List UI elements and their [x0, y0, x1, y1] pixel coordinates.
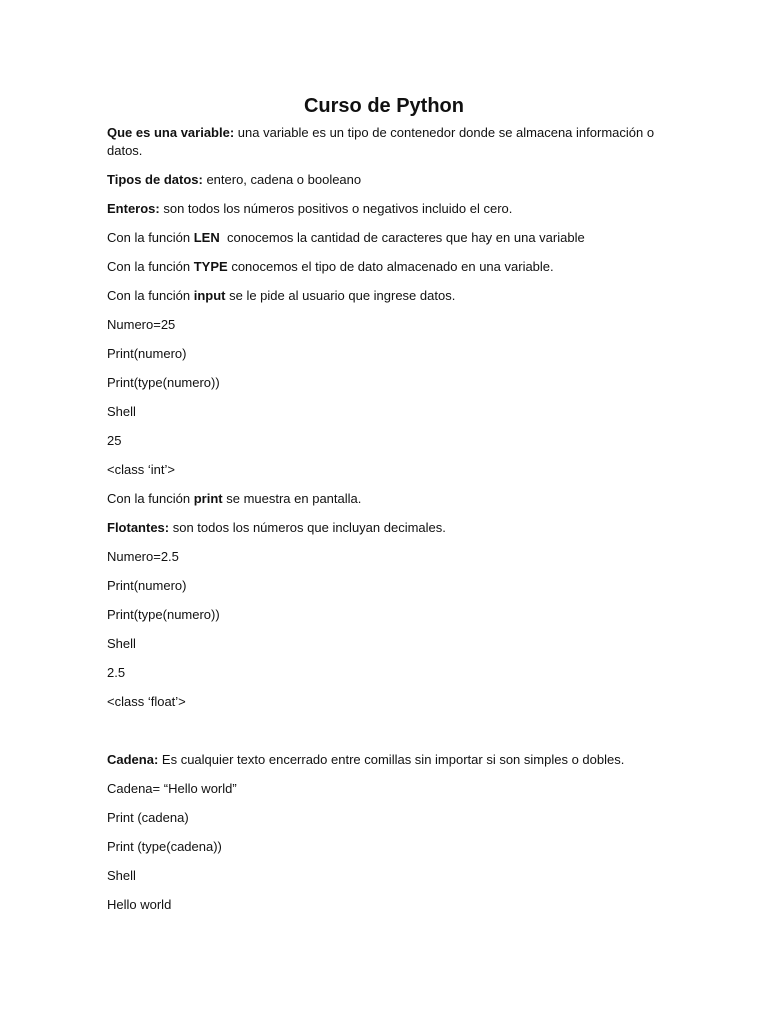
- paragraph-bold-term: Que es una variable:: [107, 125, 235, 140]
- paragraph-text: Numero=25: [107, 317, 176, 332]
- paragraph-text: Print (type(cadena)): [107, 839, 222, 854]
- paragraph: [107, 229, 661, 247]
- paragraph: [107, 490, 661, 508]
- paragraph: [107, 287, 661, 305]
- paragraph: [107, 867, 661, 885]
- paragraph-bold-term: print: [193, 491, 223, 506]
- paragraph-text: son todos los números que incluyan decimales.: [169, 520, 446, 535]
- paragraph-text: Shell: [107, 404, 136, 419]
- paragraph-text: son todos los números positivos o negativos incluido el cero.: [159, 201, 513, 216]
- paragraph: [107, 461, 661, 479]
- paragraph: [107, 345, 661, 363]
- paragraph: [107, 519, 661, 537]
- paragraph-text: Print(type(numero)): [107, 607, 220, 622]
- paragraph-text: Hello world: [107, 897, 172, 912]
- paragraph: [107, 606, 661, 624]
- paragraph-bold-term: Cadena:: [107, 752, 159, 767]
- paragraph: [107, 258, 661, 276]
- paragraph-text: Print(numero): [107, 346, 187, 361]
- paragraph-bold-term: Enteros:: [107, 201, 160, 216]
- paragraph-text: se le pide al usuario que ingrese datos.: [225, 288, 456, 303]
- paragraph: [107, 693, 661, 711]
- paragraph-text: entero, cadena o booleano: [202, 172, 362, 187]
- paragraph: [107, 316, 661, 334]
- paragraph-bold-term: Flotantes:: [107, 520, 170, 535]
- paragraph-text: Print(type(numero)): [107, 375, 220, 390]
- paragraph-text: 25: [107, 433, 122, 448]
- paragraph: [107, 838, 661, 856]
- paragraph-text: Numero=2.5: [107, 549, 179, 564]
- paragraph: [107, 548, 661, 566]
- paragraph: [107, 124, 661, 160]
- paragraph-text: una variable es un tipo de contenedor donde se almacena información o datos.: [107, 125, 658, 158]
- paragraph-text: Es cualquier texto encerrado entre comillas sin importar si son simples o dobles.: [158, 752, 625, 767]
- paragraph: [107, 809, 661, 827]
- paragraph-lead-text: Con la función: [107, 491, 194, 506]
- paragraph-text: se muestra en pantalla.: [222, 491, 362, 506]
- paragraph-bold-term: LEN: [193, 230, 220, 245]
- document-title: Curso de Python: [303, 95, 464, 117]
- paragraph: [107, 200, 661, 218]
- paragraph-text: <class ‘int’>: [107, 462, 175, 477]
- paragraph: [107, 374, 661, 392]
- paragraph: [107, 432, 661, 450]
- paragraph-lead-text: Con la función: [107, 288, 194, 303]
- blank-line: [107, 722, 661, 751]
- paragraph-text: Print(numero): [107, 578, 187, 593]
- paragraph: [107, 577, 661, 595]
- paragraph: [107, 403, 661, 421]
- paragraph: [107, 664, 661, 682]
- paragraph-lead-text: Con la función: [107, 259, 194, 274]
- paragraph: [107, 751, 661, 769]
- paragraph-text: Shell: [107, 636, 136, 651]
- paragraph-text: Shell: [107, 868, 136, 883]
- paragraph-text: 2.5: [107, 665, 126, 680]
- document-body: [107, 124, 661, 914]
- paragraph: [107, 780, 661, 798]
- paragraph: [107, 896, 661, 914]
- paragraph-lead-text: Con la función: [107, 230, 194, 245]
- paragraph-text: Print (cadena): [107, 810, 189, 825]
- paragraph: [107, 635, 661, 653]
- paragraph-bold-term: TYPE: [193, 259, 228, 274]
- paragraph-bold-term: Tipos de datos:: [107, 172, 203, 187]
- paragraph-text: conocemos el tipo de dato almacenado en una variable.: [227, 259, 554, 274]
- paragraph-text: conocemos la cantidad de caracteres que hay en una variable: [219, 230, 585, 245]
- paragraph: [107, 171, 661, 189]
- paragraph-bold-term: input: [193, 288, 226, 303]
- paragraph-text: <class ‘float’>: [107, 694, 186, 709]
- paragraph-text: Cadena= “Hello world”: [107, 781, 237, 796]
